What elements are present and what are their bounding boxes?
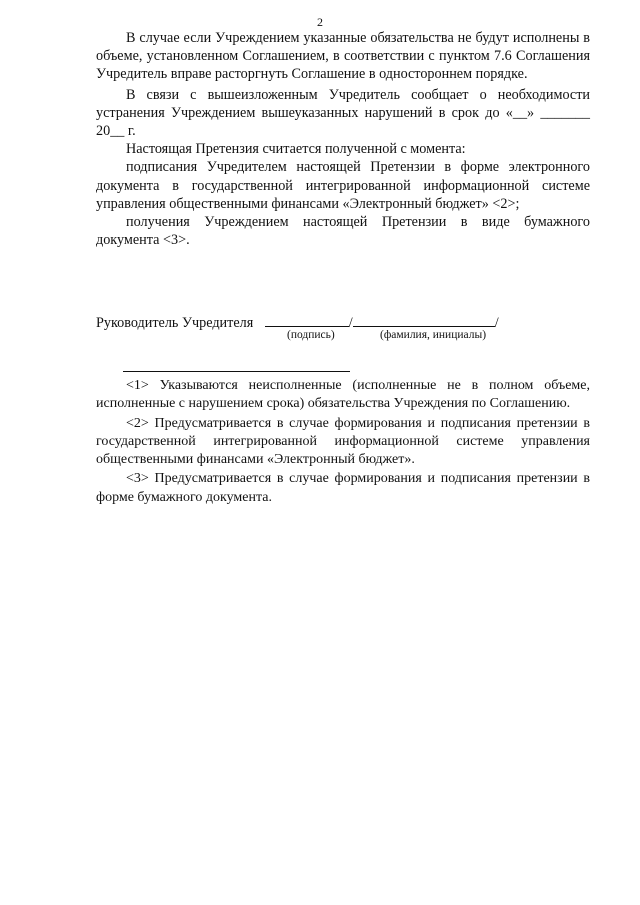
signature-block <box>96 313 596 332</box>
paragraph-receipt-moment: Настоящая Претензия считается полученной с момента: <box>126 141 466 158</box>
name-slash: / <box>494 315 499 331</box>
claim-body <box>96 29 590 249</box>
page-number: 2 <box>317 15 323 29</box>
paragraph-deadline: В связи с вышеизложенным Учредитель сообщает о необходимости устранения Учреждением вышеуказанных нарушений в срок до «__» _______ 20__ г. <box>96 86 590 140</box>
footnote-2: <2> Предусматривается в случае формирования и подписания претензии в государственной интегрированной информационной системе управления общественными финансами «Электронный бюджет». <box>96 415 590 468</box>
footnote-divider <box>123 371 350 372</box>
paragraph-paper-receipt: получения Учреждением настоящей Претензии в виде бумажного документа <3>. <box>96 214 590 249</box>
signature-slash: / <box>348 315 353 331</box>
name-line <box>353 313 495 327</box>
footnotes <box>96 377 590 507</box>
name-caption: (фамилия, инициалы) <box>380 329 487 341</box>
paragraph-termination-right: В случае если Учреждением указанные обязательства не будут исполнены в объеме, установленном Соглашением, в соответствии с пунктом 7.6 Соглашения Учредитель вправе расторгнуть Соглашение в одностороннем порядке. <box>96 30 590 83</box>
signature-caption: (подпись) <box>287 329 335 341</box>
footnote-1: <1> Указываются неисполненные (исполненные не в полном объеме, исполненные с нарушением срока) обязательства Учреждения по Соглашению. <box>96 378 590 412</box>
signature-line <box>265 313 349 327</box>
signature-label: Руководитель Учредителя <box>96 315 254 331</box>
footnote-3: <3> Предусматривается в случае формирования и подписания претензии в форме бумажного документа. <box>96 471 590 505</box>
paragraph-electronic-signing: подписания Учредителем настоящей Претензии в форме электронного документа в государственной интегрированной информационной системе управления общественными финансами «Электронный бюджет» <2>; <box>96 159 590 212</box>
